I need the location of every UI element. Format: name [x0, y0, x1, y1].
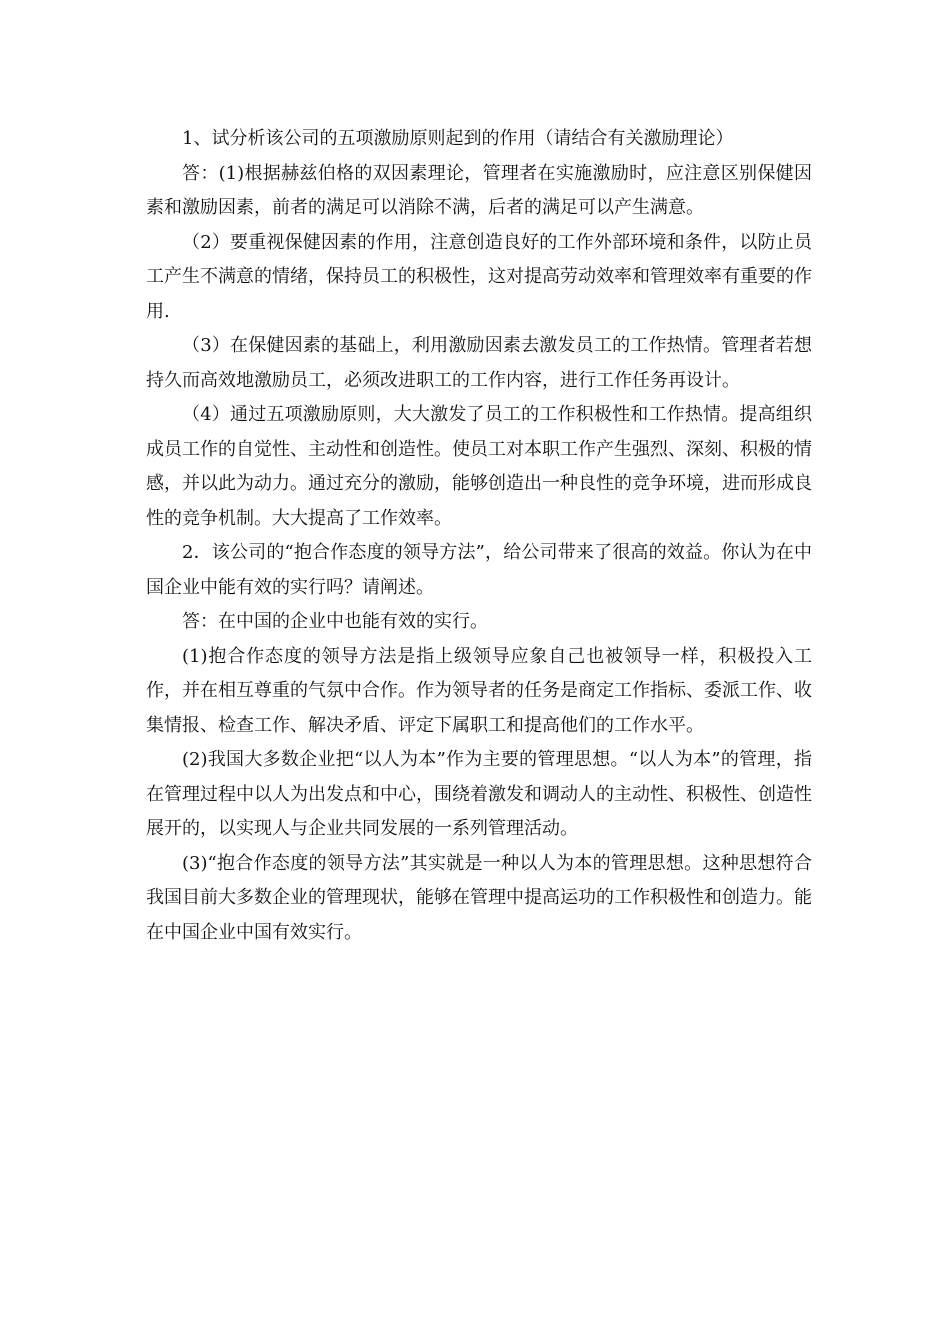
answer-1-point-1: 答：(1)根据赫兹伯格的双因素理论，管理者在实施激励时，应注意区别保健因素和激励因素，前者的满足可以消除不满，后者的满足可以产生满意。	[146, 162, 812, 218]
answer-2-point-3: (3)“抱合作态度的领导方法”其实就是一种以人为本的管理思想。这种思想符合我国目前大多数企业的管理现状，能够在管理中提高运功的工作积极性和创造力。能在中国企业中国有效实行。	[146, 852, 812, 943]
question-1-heading: 1、试分析该公司的五项激励原则起到的作用（请结合有关激励理论）	[182, 128, 734, 149]
answer-1-point-2: （2）要重视保健因素的作用，注意创造良好的工作外部环境和条件，以防止员工产生不满意的情绪，保持员工的积极性，这对提高劳动效率和管理效率有重要的作用.	[146, 231, 812, 322]
question-2-heading: 2．该公司的“抱合作态度的领导方法”，给公司带来了很高的效益。你认为在中国企业中能有效的实行吗？请阐述。	[146, 542, 812, 598]
answer-2-point-2: (2)我国大多数企业把“以人为本”作为主要的管理思想。“以人为本”的管理，指在管理过程中以人为出发点和中心，围绕着激发和调动人的主动性、积极性、创造性展开的，以实现人与企业共同发展的一系列管理活动。	[146, 749, 812, 839]
answer-2-point-1: (1)抱合作态度的领导方法是指上级领导应象自己也被领导一样，积极投入工作，并在相互尊重的气氛中合作。作为领导者的任务是商定工作指标、委派工作、收集情报、检查工作、解决矛盾、评定下属职工和提高他们的工作水平。	[146, 645, 812, 736]
answer-2-intro: 答：在中国的企业中也能有效的实行。	[182, 611, 488, 632]
answer-1-point-3: （3）在保健因素的基础上，利用激励因素去激发员工的工作热情。管理者若想持久而高效地激励员工，必须改进职工的工作内容，进行工作任务再设计。	[146, 335, 812, 391]
answer-1-point-4: （4）通过五项激励原则，大大激发了员工的工作积极性和工作热情。提高组织成员工作的自觉性、主动性和创造性。使员工对本职工作产生强烈、深刻、积极的情感，并以此为动力。通过充分的激励，能够创造出一种良性的竞争环境，进而形成良性的竞争机制。大大提高了工作效率。	[146, 404, 812, 529]
document-page	[146, 122, 812, 950]
